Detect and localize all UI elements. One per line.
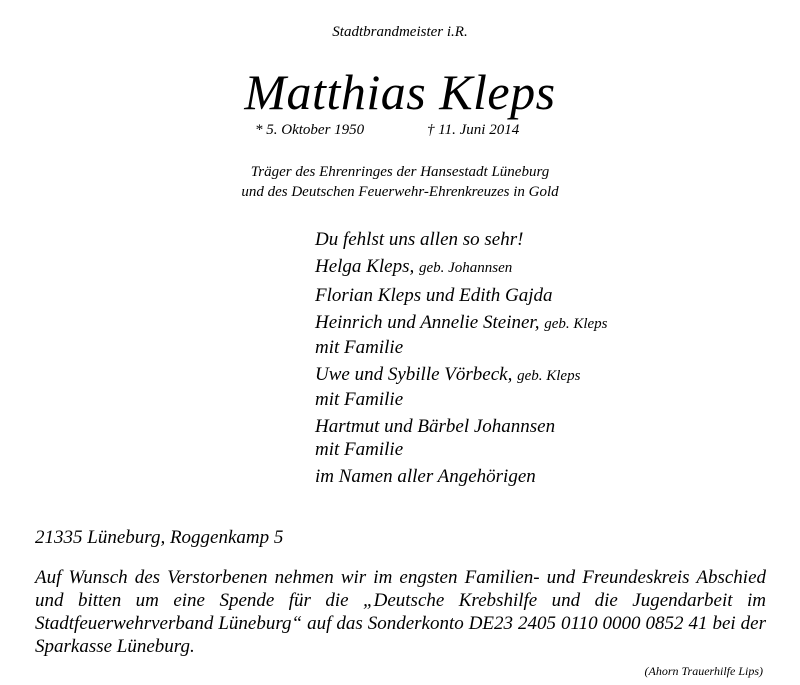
mourner-family: mit Familie bbox=[315, 389, 404, 410]
donation-notice: Auf Wunsch des Verstorbenen nehmen wir im engsten Familien- und Freundeskreis Abschied und bitten um eine Spende für die „Deutsche Krebshilfe und die Jugendarbeit im Stadtfeuerwehrverband Lüneburg“ auf das Sonderkonto DE23 2405 0110 0000 0852 41 bei der Sparkasse Lüneburg. bbox=[35, 567, 766, 657]
motto: Du fehlst uns allen so sehr! bbox=[315, 229, 524, 250]
mourner-name: Florian Kleps und Edith Gajda bbox=[315, 285, 553, 306]
mourner-birth-name: geb. Johannsen bbox=[418, 260, 513, 276]
mourner-entry bbox=[315, 255, 608, 280]
honors-text bbox=[0, 162, 800, 202]
honors-line: Träger des Ehrenringes der Hansestadt Lüneburg bbox=[250, 164, 550, 180]
mourner-name: Hartmut und Bärbel Johannsen bbox=[315, 416, 556, 437]
mourner-birth-name: geb. Kleps bbox=[517, 368, 581, 384]
mourners-list bbox=[315, 228, 608, 492]
mourner-family: mit Familie bbox=[315, 337, 404, 358]
mourner-name: Heinrich und Annelie Steiner, bbox=[315, 312, 540, 333]
address: 21335 Lüneburg, Roggenkamp 5 bbox=[35, 527, 284, 548]
deceased-name: Matthias Kleps bbox=[244, 64, 556, 120]
mourner-entry bbox=[315, 363, 608, 411]
mourner-name: Helga Kleps, bbox=[315, 256, 415, 277]
death-date: † 11. Juni 2014 bbox=[427, 122, 520, 138]
closing-line: im Namen aller Angehörigen bbox=[315, 466, 536, 487]
mourner-family: mit Familie bbox=[315, 439, 404, 460]
deceased-title: Stadtbrandmeister i.R. bbox=[332, 24, 468, 40]
mourner-entry bbox=[315, 284, 608, 307]
mourner-birth-name: geb. Kleps bbox=[544, 316, 608, 332]
birth-date: * 5. Oktober 1950 bbox=[255, 122, 365, 138]
funeral-home-credit: (Ahorn Trauerhilfe Lips) bbox=[644, 664, 763, 678]
honors-line: und des Deutschen Feuerwehr-Ehrenkreuzes in Gold bbox=[241, 184, 559, 200]
mourner-entry bbox=[315, 311, 608, 359]
mourner-entry bbox=[315, 415, 608, 461]
mourner-name: Uwe und Sybille Vörbeck, bbox=[315, 364, 513, 385]
